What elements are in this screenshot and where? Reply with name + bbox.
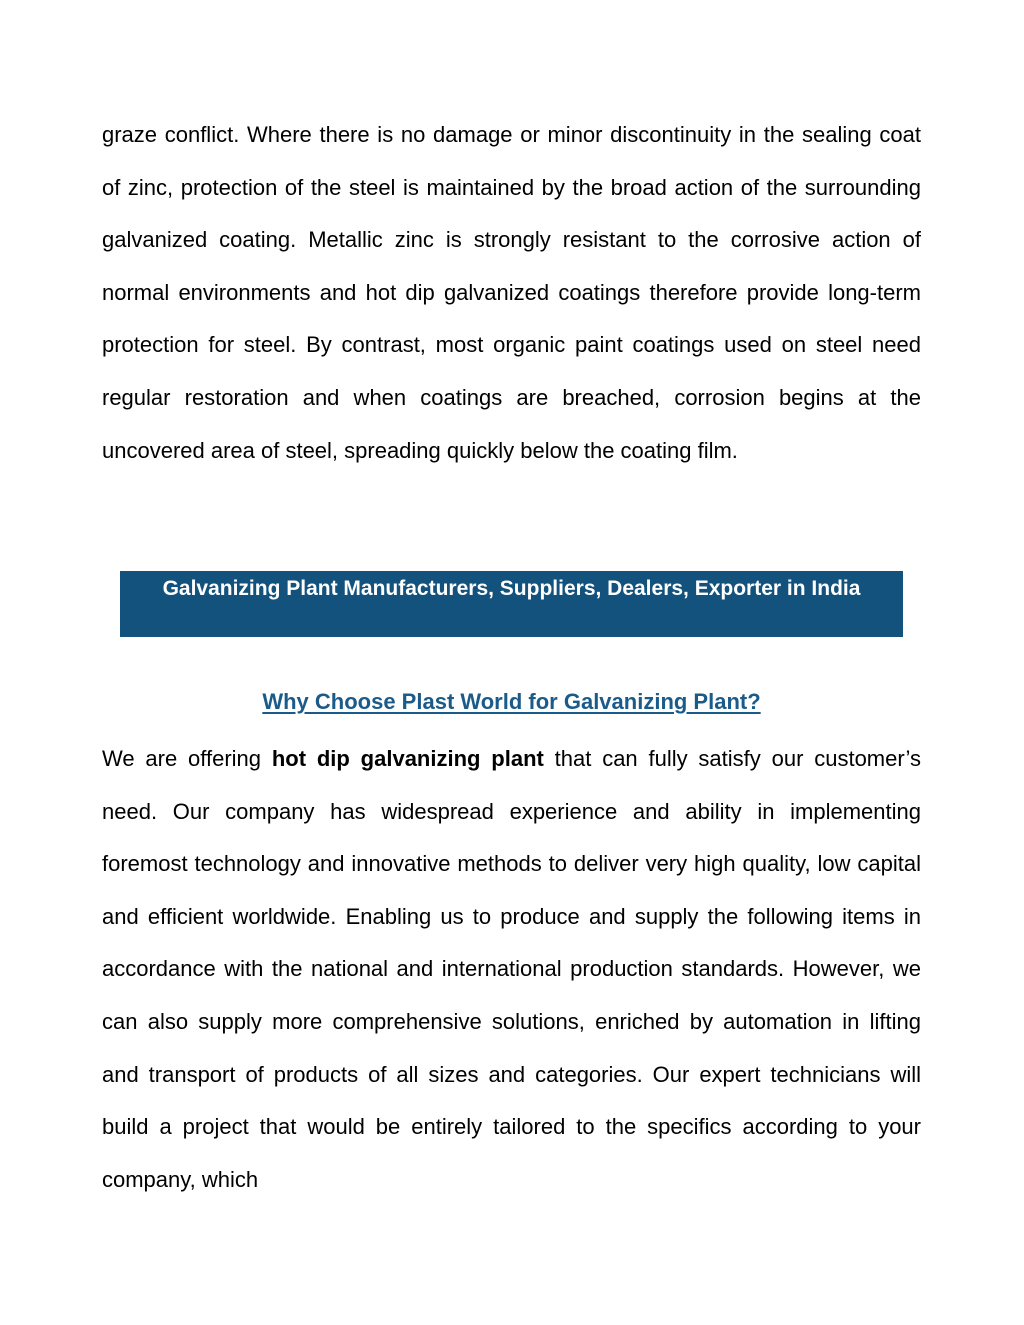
paragraph-rest-text: that can fully satisfy our customer’s need. Our company has widespread experience and ability in implementing foremost technology and innovative methods to deliver very high quality, low capital and efficient worldwide. Enabling us to produce and supply the following items in accordance with the national and international production standards. However, we can also supply more comprehensive solutions, enriched by automation in lifting and transport of products of all sizes and categories. Our expert technicians will build a project that would be entirely tailored to the specifics according to your company, which: [102, 746, 921, 1192]
body-paragraph-why-choose: [102, 733, 921, 1206]
bold-product-term: hot dip galvanizing plant: [271, 746, 544, 771]
section-banner-text: Galvanizing Plant Manufacturers, Suppliers, Dealers, Exporter in India: [162, 577, 861, 600]
section-banner: [120, 571, 903, 637]
paragraph-intro-text: We are offering: [102, 746, 272, 771]
section-subheading: Why Choose Plast World for Galvanizing Plant?: [262, 689, 761, 714]
body-paragraph-galvanizing-protection: graze conflict. Where there is no damage or minor discontinuity in the sealing coat of zinc, protection of the steel is maintained by the broad action of the surrounding galvanized coating. Metallic zinc is strongly resistant to the corrosive action of normal environments and hot dip galvanized coatings therefore provide long-term protection for steel. By contrast, most organic paint coatings used on steel need regular restoration and when coatings are breached, corrosion begins at the uncovered area of steel, spreading quickly below the coating film.: [102, 122, 921, 463]
